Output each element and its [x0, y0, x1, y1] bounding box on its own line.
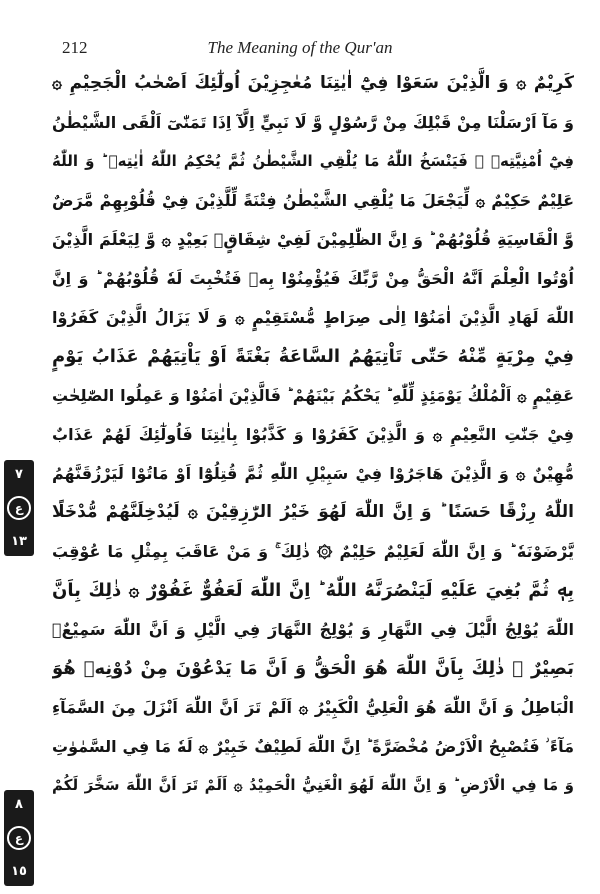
verse-body [52, 64, 574, 884]
verse-line: كَرِيْمٌ ۞ وَ الَّذِيْنَ سَعَوْا فِيْٓ اٰيٰتِنَا مُعٰجِزِيْنَ اُولٰٓئِكَ اَصْحٰبُ الْجَحِيْمِ ۞ [52, 73, 574, 93]
ruku-marker [4, 460, 34, 556]
verse-line: وَّ الْقَاسِيَةِ قُلُوْبُهُمْ ؕ وَ اِنَّ الظّٰلِمِيْنَ لَفِيْ شِقَاقٍۭ بَعِيْدٍ ۞ وَّ لِيَعْلَمَ الَّذِيْنَ [52, 230, 574, 249]
page-number: 212 [62, 38, 88, 57]
verse-line: فِيْ مِرْيَةٍ مِّنْهُ حَتّٰى تَاْتِيَهُمُ السَّاعَةُ بَغْتَةً اَوْ يَاْتِيَهُمْ عَذَابُ يَوْمٍ [52, 346, 574, 367]
verse-line: مُّهِيْنٌ ۞ وَ الَّذِيْنَ هَاجَرُوْا فِيْ سَبِيْلِ اللّٰهِ ثُمَّ قُتِلُوْٓا اَوْ مَاتُوْا لَيَرْزُقَنَّهُمُ [52, 464, 574, 483]
verse-line: وَ مَا فِي الْاَرْضِ ؕ وَ اِنَّ اللّٰهَ لَهُوَ الْغَنِيُّ الْحَمِيْدُ ۞ اَلَمْ تَرَ اَنَّ اللّٰهَ سَخَّرَ لَكُمْ [52, 776, 574, 794]
running-title: The Meaning of the Qur'an [207, 38, 393, 57]
verse-line: بَصِيْرٌ ۞ ذٰلِكَ بِاَنَّ اللّٰهَ هُوَ الْحَقُّ وَ اَنَّ مَا يَدْعُوْنَ مِنْ دُوْنِهٖ هُوَ [52, 658, 574, 679]
ruku-marker [4, 790, 34, 886]
ruku-marker-symbol: ع [7, 496, 31, 520]
page-header [0, 34, 600, 60]
verse-line: عَلِيْمٌ حَكِيْمٌ ۞ لِّيَجْعَلَ مَا يُلْقِي الشَّيْطٰنُ فِتْنَةً لِّلَّذِيْنَ فِيْ قُلُوْبِهِمْ مَّرَضٌ [52, 191, 574, 210]
verse-line: اُوْتُوا الْعِلْمَ اَنَّهُ الْحَقُّ مِنْ رَّبِّكَ فَيُؤْمِنُوْا بِهٖ فَتُخْبِتَ لَهٗ قُلُوْبُهُمْ ؕ وَ اِنَّ [52, 269, 574, 288]
verse-line: اللّٰهَ لَهَادِ الَّذِيْنَ اٰمَنُوْٓا اِلٰى صِرَاطٍ مُّسْتَقِيْمٍ ۞ وَ لَا يَزَالُ الَّذِيْنَ كَفَرُوْا [52, 308, 574, 327]
verse-line: فِيْٓ اُمْنِيَّتِهٖ ۚ فَيَنْسَخُ اللّٰهُ مَا يُلْقِي الشَّيْطٰنُ ثُمَّ يُحْكِمُ اللّٰهُ اٰيٰتِهٖ ؕ وَ اللّٰهُ [52, 152, 574, 170]
ruku-marker-top: ٧ [15, 467, 23, 482]
verse-line: بِهٖ ثُمَّ بُغِيَ عَلَيْهِ لَيَنْصُرَنَّهُ اللّٰهُ ؕ اِنَّ اللّٰهَ لَعَفُوٌّ غَفُوْرٌ ۞ ذٰلِكَ بِاَنَّ [52, 580, 574, 601]
verse-line: فِيْ جَنّٰتِ النَّعِيْمِ ۞ وَ الَّذِيْنَ كَفَرُوْا وَ كَذَّبُوْا بِاٰيٰتِنَا فَاُولٰٓئِكَ لَهُمْ عَذَابٌ [52, 425, 574, 444]
verse-line: اللّٰهَ يُوْلِجُ الَّيْلَ فِي النَّهَارِ وَ يُوْلِجُ النَّهَارَ فِي الَّيْلِ وَ اَنَّ اللّٰهَ سَمِيْعٌۢ [52, 620, 574, 639]
ruku-marker-bottom: ١٥ [11, 864, 27, 879]
verse-line: يَّرْضَوْنَهٗ ؕ وَ اِنَّ اللّٰهَ لَعَلِيْمٌ حَلِيْمٌ ۞ ذٰلِكَ ۚ وَ مَنْ عَاقَبَ بِمِثْلِ مَا عُوْقِبَ [52, 542, 574, 561]
verse-line: الْبَاطِلُ وَ اَنَّ اللّٰهَ هُوَ الْعَلِيُّ الْكَبِيْرُ ۞ اَلَمْ تَرَ اَنَّ اللّٰهَ اَنْزَلَ مِنَ السَّمَآءِ [52, 698, 574, 717]
ruku-marker-top: ٨ [15, 797, 23, 812]
verse-line: اللّٰهُ رِزْقًا حَسَنًا ؕ وَ اِنَّ اللّٰهَ لَهُوَ خَيْرُ الرّٰزِقِيْنَ ۞ لَيُدْخِلَنَّهُمْ مُّدْخَلًا [52, 502, 574, 522]
verse-line: مَآءً ؗ فَتُصْبِحُ الْاَرْضُ مُخْضَرَّةً ؕ اِنَّ اللّٰهَ لَطِيْفٌ خَبِيْرٌ ۞ لَهٗ مَا فِي السَّمٰوٰتِ [52, 737, 574, 756]
verse-line: عَقِيْمٍ ۞ اَلْمُلْكُ يَوْمَئِذٍ لِّلّٰهِ ؕ يَحْكُمُ بَيْنَهُمْ ؕ فَالَّذِيْنَ اٰمَنُوْا وَ عَمِلُوا الصّٰلِحٰتِ [52, 386, 574, 405]
ruku-marker-bottom: ١٣ [11, 534, 27, 549]
verse-line: وَ مَآ اَرْسَلْنَا مِنْ قَبْلِكَ مِنْ رَّسُوْلٍ وَّ لَا نَبِيٍّ اِلَّآ اِذَا تَمَنّٰىٓ اَلْقَى الشَّيْطٰنُ [52, 113, 574, 132]
ruku-marker-symbol: ع [7, 826, 31, 850]
